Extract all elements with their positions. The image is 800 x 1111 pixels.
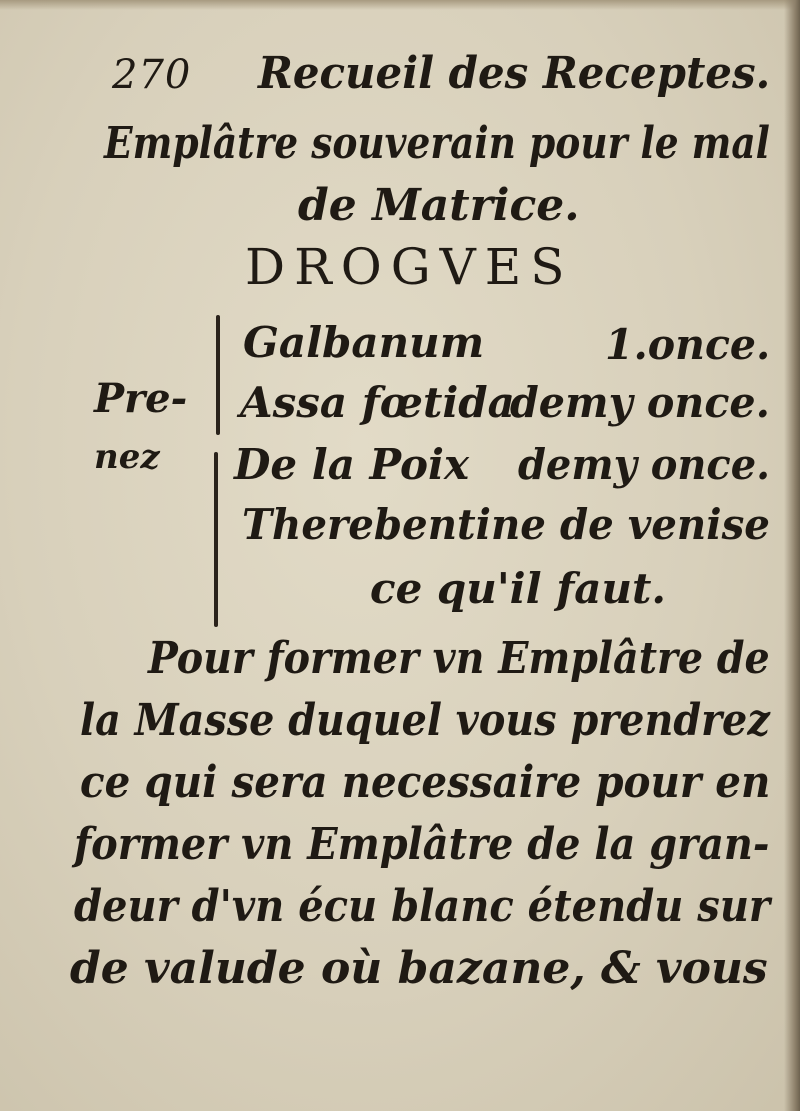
drugs-section-heading: DROGVES <box>245 238 574 296</box>
ingredient-name: Therebentine de venise <box>242 500 770 549</box>
running-title: Recueil des Receptes. <box>258 48 771 99</box>
body-text-line: former vn Emplâtre de la gran- <box>74 819 770 870</box>
ingredient-quantity: demy once. <box>510 378 770 427</box>
prenez-label-line-2: nez <box>94 437 160 477</box>
ingredient-bracket-lower <box>214 452 218 627</box>
prenez-label-line-1: Pre- <box>94 375 188 422</box>
ingredient-name: De la Poix <box>234 440 470 489</box>
ingredient-quantity: ce qu'il faut. <box>370 564 667 613</box>
body-text-line: la Masse duquel vous prendrez <box>80 695 770 746</box>
body-text-line: Pour former vn Emplâtre de <box>148 633 770 684</box>
ingredient-name: Assa fœtida <box>240 378 515 427</box>
page-number: 270 <box>112 52 192 98</box>
body-text-line: deur d'vn écu blanc étendu sur <box>74 881 771 932</box>
ingredient-name: Galbanum <box>243 318 485 367</box>
page-gutter-shadow <box>784 0 800 1111</box>
ingredient-bracket-upper <box>216 315 220 435</box>
body-text-line: ce qui sera necessaire pour en <box>80 757 771 808</box>
page-top-edge <box>0 0 800 10</box>
ingredient-quantity: demy once. <box>518 440 771 489</box>
recipe-heading-line-1: Emplâtre souverain pour le mal <box>104 118 770 169</box>
body-text-line: de valude où bazane, & vous <box>70 943 768 994</box>
recipe-heading-line-2: de Matrice. <box>298 180 580 231</box>
ingredient-quantity: 1.once. <box>605 320 771 369</box>
